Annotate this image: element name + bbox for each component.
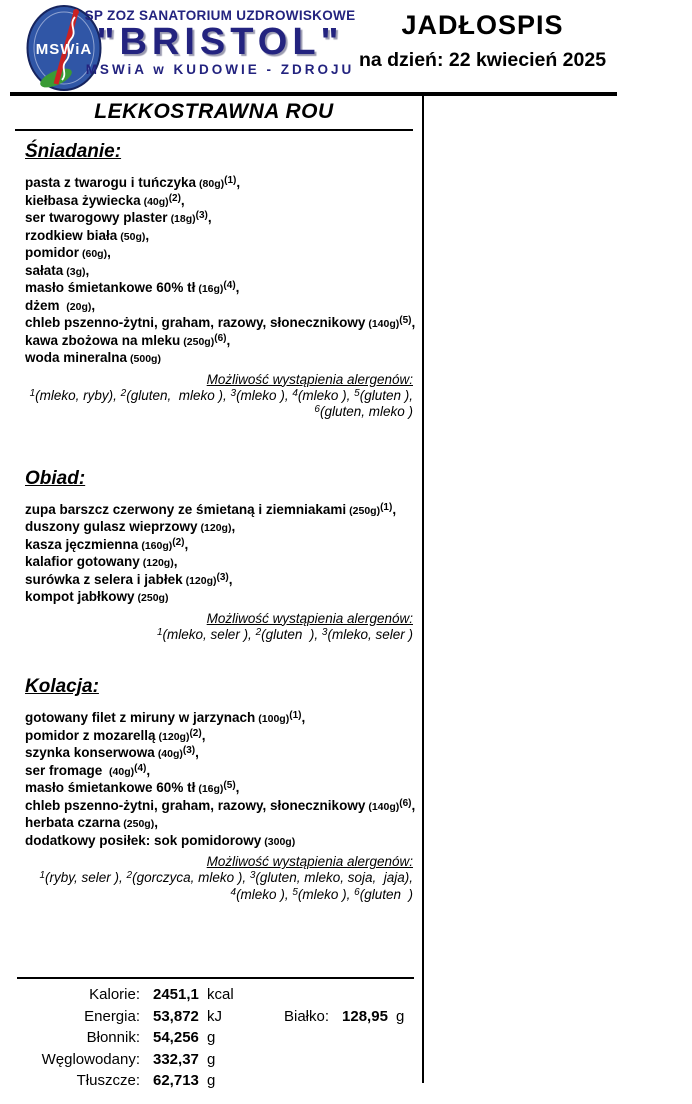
- meal-items-obiad: [15, 502, 413, 607]
- nutrition-row: [17, 1072, 414, 1094]
- allergen-ref-number: 2: [255, 626, 262, 638]
- nutrition-row: [17, 1051, 414, 1073]
- nutrition-row: [17, 986, 414, 1008]
- menu-item-separator: ,: [226, 332, 231, 348]
- menu-item-weight: (250g): [183, 335, 215, 348]
- menu-item-weight: (40g): [157, 748, 183, 760]
- allergen-ref-number: 4: [230, 886, 237, 898]
- svg-text:MSWiA: MSWiA: [35, 41, 93, 58]
- nutrition-unit: g: [207, 1029, 216, 1046]
- menu-item-name: kalafior gotowany: [25, 554, 140, 569]
- org-block: [70, 8, 370, 77]
- menu-column: [15, 100, 416, 903]
- nutrition-extra-group: [284, 1008, 404, 1025]
- menu-item-name: ser twarogowy plaster: [25, 210, 168, 225]
- column-divider-line: [422, 96, 424, 1083]
- meal-section-sniadanie: [15, 141, 416, 421]
- menu-item-separator: ,: [154, 815, 158, 830]
- menu-item-name: chleb pszenno-żytni, graham, razowy, słonecznikowy: [25, 315, 366, 330]
- menu-item-separator: ,: [235, 280, 240, 295]
- allergen-names: (gluten ),: [261, 626, 322, 642]
- allergens-heading: Możliwość wystąpienia alergenów:: [206, 610, 413, 626]
- menu-item-allergen-ref: (2): [189, 727, 202, 739]
- title-block: [350, 10, 615, 72]
- menu-item-allergen-ref: (2): [172, 536, 185, 548]
- allergen-line: [15, 870, 413, 887]
- menu-item-allergen-ref: (3): [195, 210, 208, 221]
- menu-item: [25, 333, 413, 351]
- menu-item: [25, 350, 413, 368]
- nutrition-label: Błonnik:: [86, 1029, 140, 1046]
- menu-item-weight: (160g): [141, 539, 173, 552]
- nutrition-rows: [17, 986, 414, 1094]
- allergen-ref-number: 1: [39, 870, 45, 881]
- menu-item-separator: ,: [207, 210, 212, 225]
- menu-item: [25, 589, 413, 607]
- diet-title: LEKKOSTRAWNA ROU: [15, 100, 413, 131]
- menu-item-allergen-ref: (3): [182, 745, 196, 756]
- menu-item-name: woda mineralna: [25, 350, 128, 365]
- menu-item: [25, 502, 413, 520]
- menu-item-weight: (250g): [123, 818, 155, 830]
- menu-item-name: pomidor: [25, 245, 79, 260]
- allergen-names: (mleko ),: [236, 387, 293, 403]
- menu-item-separator: ,: [411, 797, 416, 813]
- nutrition-row: [17, 1008, 414, 1030]
- menu-item-weight: (18g): [170, 213, 196, 225]
- document-title: JADŁOSPIS: [401, 10, 564, 40]
- menu-item: [25, 763, 413, 781]
- menu-item-allergen-ref: (2): [168, 192, 181, 204]
- allergens-block-kolacja: [15, 854, 413, 903]
- menu-item-separator: ,: [392, 501, 397, 517]
- menu-item-weight: (16g): [198, 783, 224, 795]
- allergen-ref-number: 6: [314, 404, 320, 415]
- menu-item-name: szynka konserwowa: [25, 745, 155, 760]
- allergen-names: (gorczyca, mleko ),: [132, 870, 250, 885]
- allergen-names: (mleko, seler ): [327, 626, 413, 642]
- allergens-heading: Możliwość wystąpienia alergenów:: [206, 371, 413, 387]
- allergen-names: (gluten, mleko ),: [126, 387, 231, 403]
- menu-item-separator: ,: [180, 192, 185, 208]
- menu-item-name: duszony gulasz wieprzowy: [25, 519, 198, 534]
- nutrition-unit: kcal: [207, 986, 234, 1003]
- menu-item-name: kiełbasa żywiecka: [25, 192, 141, 208]
- allergen-ref-number: 2: [120, 387, 127, 399]
- allergen-names: (gluten, mleko, soja, jaja),: [255, 870, 413, 885]
- menu-item-name: surówka z selera i jabłek: [25, 571, 183, 587]
- allergen-ref-number: 5: [292, 886, 298, 898]
- menu-item: [25, 315, 416, 333]
- meal-heading-kolacja: Kolacja:: [25, 676, 99, 697]
- menu-item: [25, 797, 416, 816]
- menu-item-weight: (120g): [185, 574, 217, 587]
- menu-item: [25, 263, 413, 281]
- menu-item-weight: (140g): [368, 800, 400, 813]
- menu-item: [25, 298, 413, 316]
- menu-item-separator: ,: [228, 571, 233, 587]
- allergen-line: [15, 388, 413, 405]
- nutrition-label: Tłuszcze:: [76, 1072, 140, 1089]
- menu-item-name: dodatkowy posiłek: sok pomidorowy: [25, 832, 262, 848]
- menu-item-weight: (3g): [66, 265, 86, 278]
- menu-item-name: dżem: [25, 297, 64, 313]
- menu-item-allergen-ref: (4): [223, 280, 236, 291]
- allergen-ref-number: 2: [126, 870, 133, 881]
- meals-container: [15, 141, 416, 903]
- nutrition-unit: kJ: [207, 1007, 222, 1025]
- menu-item-weight: (40g): [143, 195, 169, 208]
- menu-item-allergen-ref: (4): [134, 762, 147, 774]
- allergen-names: (mleko ),: [297, 387, 355, 403]
- menu-item-weight: (100g): [258, 713, 290, 725]
- menu-item-allergen-ref: (1): [289, 710, 302, 721]
- menu-item-weight: (60g): [82, 248, 108, 260]
- menu-item-separator: ,: [301, 710, 306, 725]
- menu-item-weight: (250g): [349, 504, 381, 517]
- menu-item-weight: (50g): [120, 230, 146, 243]
- nutrition-value: 2451,1: [153, 986, 199, 1003]
- menu-item-separator: ,: [184, 536, 189, 552]
- menu-item-weight: (500g): [130, 353, 161, 365]
- meal-items-kolacja: [15, 710, 416, 850]
- menu-item-name: sałata: [25, 262, 64, 278]
- menu-item-separator: ,: [91, 297, 96, 313]
- menu-item: [25, 572, 413, 590]
- nutrition-value: 128,95: [342, 1007, 388, 1025]
- document-date: na dzień: 22 kwiecień 2025: [358, 49, 607, 71]
- org-location-line: MSWiA w KUDOWIE - ZDROJU: [85, 61, 355, 77]
- allergen-ref-number: 3: [321, 626, 328, 638]
- menu-item-allergen-ref: (3): [216, 571, 229, 583]
- menu-item-separator: ,: [145, 227, 150, 243]
- menu-item: [25, 519, 413, 537]
- menu-item-allergen-ref: (6): [214, 332, 227, 344]
- menu-item: [25, 780, 413, 798]
- allergens-block-sniadanie: [15, 372, 413, 421]
- meal-heading-obiad: Obiad:: [25, 467, 86, 489]
- menu-item: [25, 537, 413, 555]
- menu-item-name: rzodkiew biała: [25, 227, 118, 243]
- menu-item: [25, 745, 413, 763]
- menu-item-separator: ,: [173, 554, 178, 569]
- nutrition-label: Kalorie:: [89, 986, 140, 1003]
- menu-item-name: gotowany filet z miruny w jarzynach: [25, 710, 256, 725]
- org-name-line1: SP ZOZ SANATORIUM UZDROWISKOWE: [84, 8, 356, 23]
- nutrition-unit: g: [207, 1050, 216, 1068]
- allergens-heading: Możliwość wystąpienia alergenów:: [206, 854, 413, 869]
- allergen-line: [15, 627, 413, 644]
- allergen-ref-number: 4: [292, 387, 298, 399]
- menu-item-separator: ,: [231, 519, 236, 534]
- menu-item-weight: (140g): [368, 318, 400, 330]
- menu-item-name: kompot jabłkowy: [25, 589, 135, 604]
- menu-item-name: pasta z twarogu i tuńczyka: [25, 175, 197, 190]
- menu-item-name: zupa barszcz czerwony ze śmietaną i ziemniakami: [25, 501, 347, 517]
- menu-item-separator: ,: [236, 175, 241, 190]
- menu-item-weight: (16g): [198, 283, 224, 295]
- nutrition-value: 54,256: [153, 1029, 199, 1046]
- nutrition-label: Białko:: [284, 1007, 330, 1025]
- menu-item-weight: (40g): [109, 765, 135, 778]
- menu-item-weight: (300g): [264, 835, 296, 848]
- allergen-names: (mleko, ryby),: [35, 387, 121, 403]
- menu-item-allergen-ref: (1): [380, 501, 393, 513]
- allergen-names: (gluten ),: [359, 387, 413, 403]
- allergen-line: [15, 887, 413, 904]
- menu-item-weight: (120g): [142, 557, 174, 569]
- allergen-names: (mleko ),: [297, 886, 355, 902]
- allergen-ref-number: 3: [230, 387, 237, 399]
- nutrition-label: Energia:: [84, 1007, 140, 1025]
- menu-item: [25, 833, 413, 851]
- menu-item: [25, 280, 413, 298]
- menu-item-name: kasza jęczmienna: [25, 536, 139, 552]
- allergen-ref-number: 5: [354, 387, 360, 399]
- menu-item: [25, 175, 413, 193]
- allergen-names: (gluten, mleko ): [319, 404, 413, 419]
- nutrition-unit: g: [396, 1007, 405, 1025]
- nutrition-unit: g: [207, 1072, 216, 1089]
- meal-items-sniadanie: [15, 175, 416, 368]
- allergen-ref-number: 1: [29, 387, 36, 399]
- nutrition-value: 62,713: [153, 1072, 199, 1089]
- menu-item-name: ser fromage: [25, 762, 107, 778]
- allergen-names: (mleko, seler ),: [162, 626, 256, 642]
- allergen-names: (mleko ),: [236, 886, 293, 902]
- allergen-names: (gluten ): [359, 886, 413, 902]
- meal-heading-sniadanie: Śniadanie:: [25, 141, 122, 162]
- menu-item: [25, 554, 413, 572]
- menu-item-name: chleb pszenno-żytni, graham, razowy, słonecznikowy: [25, 797, 366, 813]
- nutrition-row: [17, 1029, 414, 1051]
- menu-item-allergen-ref: (6): [399, 797, 412, 809]
- menu-item: [25, 245, 413, 263]
- menu-item-weight: (120g): [200, 522, 232, 534]
- menu-item-name: kawa zbożowa na mleku: [25, 332, 181, 348]
- menu-item: [25, 728, 413, 746]
- allergen-ref-number: 1: [156, 626, 163, 638]
- menu-item-separator: ,: [195, 745, 199, 760]
- menu-item-separator: ,: [85, 262, 90, 278]
- menu-item-weight: (250g): [137, 592, 169, 604]
- meal-section-obiad: [15, 468, 413, 644]
- menu-item: [25, 228, 413, 246]
- header-divider-line: [10, 92, 617, 96]
- allergen-ref-number: 3: [249, 870, 256, 881]
- menu-item-allergen-ref: (1): [224, 175, 237, 186]
- nutrition-panel: [17, 977, 414, 1094]
- menu-item-weight: (120g): [158, 730, 190, 743]
- menu-item-name: masło śmietankowe 60% tł: [25, 280, 196, 295]
- menu-item-allergen-ref: (5): [223, 780, 236, 791]
- menu-item: [25, 210, 413, 228]
- menu-item-name: masło śmietankowe 60% tł: [25, 780, 196, 795]
- allergen-ref-number: 6: [354, 886, 360, 898]
- menu-item: [25, 193, 413, 211]
- meal-section-kolacja: [15, 676, 416, 903]
- menu-item-weight: (20g): [66, 300, 92, 313]
- menu-item-allergen-ref: (5): [399, 315, 412, 326]
- menu-item: [25, 815, 413, 833]
- menu-item-separator: ,: [201, 727, 206, 743]
- menu-item: [25, 710, 413, 728]
- menu-item-separator: ,: [411, 315, 416, 330]
- allergens-block-obiad: [15, 611, 413, 644]
- nutrition-value: 53,872: [153, 1007, 199, 1025]
- allergen-names: (ryby, seler ),: [45, 870, 127, 885]
- org-name-bristol: "BRISTOL": [96, 21, 344, 63]
- menu-item-name: pomidor z mozarellą: [25, 727, 156, 743]
- menu-item-separator: ,: [235, 780, 240, 795]
- nutrition-label: Węglowodany:: [41, 1050, 140, 1068]
- menu-item-name: herbata czarna: [25, 815, 121, 830]
- menu-item-separator: ,: [107, 245, 111, 260]
- menu-item-weight: (80g): [199, 178, 225, 190]
- allergen-line: [15, 404, 413, 421]
- nutrition-value: 332,37: [153, 1050, 199, 1068]
- menu-item-separator: ,: [146, 762, 151, 778]
